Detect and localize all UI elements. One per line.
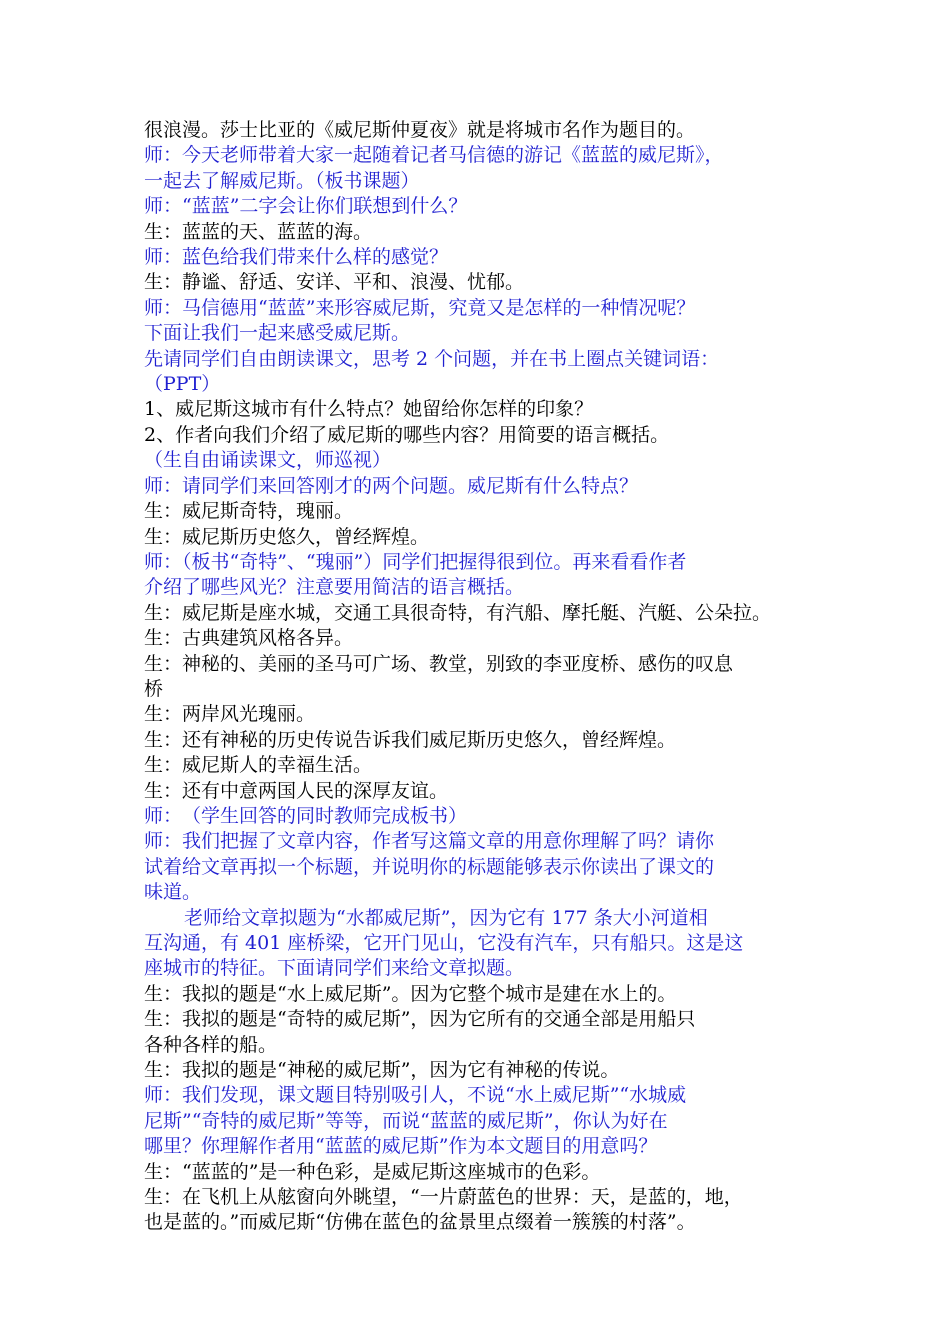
text-line: 生：还有神秘的历史传说告诉我们威尼斯历史悠久，曾经辉煌。 <box>144 728 677 751</box>
teacher-line: 哪里？你理解作者用“蓝蓝的威尼斯”作为本文题目的用意吗？ <box>144 1135 658 1158</box>
teacher-line: 一起去了解威尼斯。（板书课题） <box>144 169 420 192</box>
teacher-line: 师：蓝色给我们带来什么样的感觉？ <box>144 246 449 269</box>
text-line: 生：还有中意两国人民的深厚友谊。 <box>144 779 449 802</box>
teacher-line: 介绍了哪些风光？注意要用简洁的语言概括。 <box>144 576 525 599</box>
text-line: 1、威尼斯这城市有什么特点？她留给你怎样的印象？ <box>144 398 594 421</box>
teacher-line: （PPT） <box>144 373 221 396</box>
teacher-line: 老师给文章拟题为“水都威尼斯”，因为它有 177 条大小河道相 <box>184 906 708 929</box>
text-line: 生：威尼斯奇特，瑰丽。 <box>144 500 354 523</box>
text-line: 生：我拟的题是“水上威尼斯”。因为它整个城市是建在水上的。 <box>144 982 677 1005</box>
teacher-line: 师：今天老师带着大家一起随着记者马信德的游记《蓝蓝的威尼斯》， <box>144 144 724 167</box>
text-line: 生：威尼斯历史悠久，曾经辉煌。 <box>144 525 430 548</box>
text-line: 2、作者向我们介绍了威尼斯的哪些内容？用简要的语言概括。 <box>144 423 670 446</box>
teacher-line: 师：“蓝蓝”二字会让你们联想到什么？ <box>144 195 468 218</box>
text-line: 生：我拟的题是“神秘的威尼斯”，因为它有神秘的传说。 <box>144 1059 620 1082</box>
teacher-line: 味道。 <box>144 881 202 904</box>
teacher-line: （生自由诵读课文，师巡视） <box>144 449 392 472</box>
text-line: 各种各样的船。 <box>144 1033 278 1056</box>
teacher-line: 师：我们把握了文章内容，作者写这篇文章的用意你理解了吗？请你 <box>144 830 715 853</box>
teacher-line: 试着给文章再拟一个标题，并说明你的标题能够表示你读出了课文的 <box>144 855 715 878</box>
teacher-line: 尼斯”“奇特的威尼斯”等等，而说“蓝蓝的威尼斯”，你认为好在 <box>144 1109 668 1132</box>
teacher-line: 师：（板书“奇特”、“瑰丽”）同学们把握得很到位。再来看看作者 <box>144 550 687 573</box>
text-line: 桥 <box>144 677 164 700</box>
text-line: 生：威尼斯人的幸福生活。 <box>144 754 373 777</box>
teacher-line: 先请同学们自由朗读课文，思考 2 个问题，并在书上圈点关键词语： <box>144 347 720 370</box>
text-line: 生：蓝蓝的天、蓝蓝的海。 <box>144 220 373 243</box>
teacher-line: 师： （学生回答的同时教师完成板书） <box>144 804 468 827</box>
teacher-line: 师：我们发现，课文题目特别吸引人，不说“水上威尼斯”“水城威 <box>144 1084 687 1107</box>
teacher-line: 师：马信德用“蓝蓝”来形容威尼斯，究竟又是怎样的一种情况呢？ <box>144 296 696 319</box>
text-line: 生：两岸风光瑰丽。 <box>144 703 316 726</box>
text-line: 生：静谧、舒适、安详、平和、浪漫、忧郁。 <box>144 271 525 294</box>
text-line: 生：古典建筑风格各异。 <box>144 627 354 650</box>
text-line: 生：神秘的、美丽的圣马可广场、教堂，别致的李亚度桥、感伤的叹息 <box>144 652 734 675</box>
teacher-line: 互沟通，有 401 座桥梁，它开门见山，它没有汽车，只有船只。这是这 <box>144 932 744 954</box>
teacher-line: 下面让我们一起来感受威尼斯。 <box>144 322 411 345</box>
text-line: 生：威尼斯是座水城，交通工具很奇特，有汽船、摩托艇、汽艇、公朵拉。 <box>144 601 772 624</box>
text-line: 很浪漫。莎士比亚的《威尼斯仲夏夜》就是将城市名作为题目的。 <box>144 119 696 141</box>
teacher-line: 座城市的特征。下面请同学们来给文章拟题。 <box>144 957 525 980</box>
text-line: 生：在飞机上从舷窗向外眺望，“一片蔚蓝色的世界：天，是蓝的，地， <box>144 1186 743 1209</box>
text-line: 生：我拟的题是“奇特的威尼斯”，因为它所有的交通全部是用船只 <box>144 1008 696 1031</box>
document-body <box>144 118 816 1236</box>
text-line: 生：“蓝蓝的”是一种色彩，是威尼斯这座城市的色彩。 <box>144 1160 601 1183</box>
teacher-line: 师：请同学们来回答刚才的两个问题。威尼斯有什么特点？ <box>144 474 639 497</box>
text-line: 也是蓝的。”而威尼斯“仿佛在蓝色的盆景里点缀着一簇簇的村落”。 <box>144 1211 696 1234</box>
